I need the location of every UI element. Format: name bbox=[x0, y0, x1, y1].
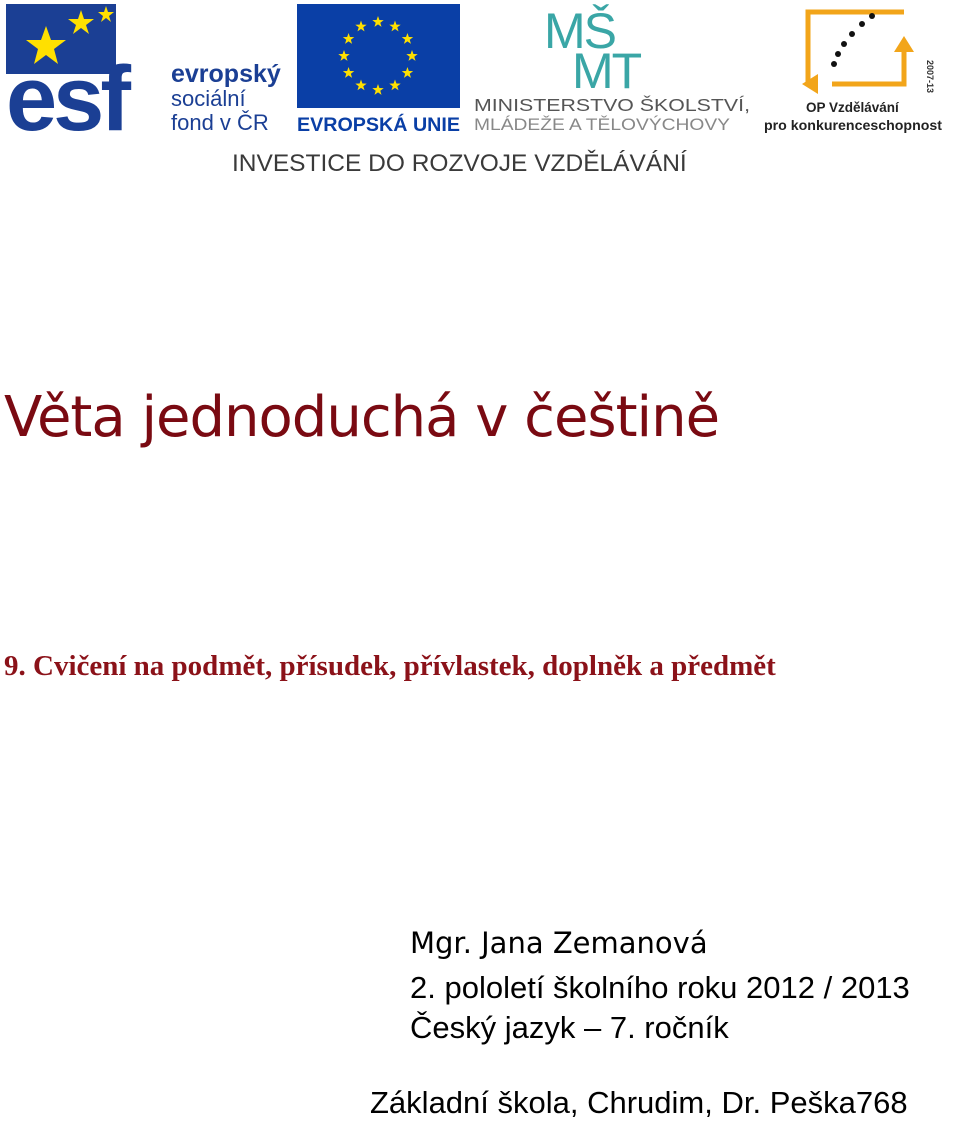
esf-mark: esf bbox=[6, 48, 127, 134]
esf-line3: fond v ČR bbox=[171, 110, 269, 134]
esf-line2: sociální bbox=[171, 86, 246, 111]
subject-line: Český jazyk – 7. ročník bbox=[410, 1010, 729, 1045]
op-logo bbox=[762, 2, 948, 136]
lesson-heading: 9. Cvičení na podmět, přísudek, přívlastek, doplněk a předmět bbox=[4, 650, 776, 682]
op-line1: OP Vzdělávání bbox=[806, 100, 899, 115]
semester-line: 2. pololetí školního roku 2012 / 2013 bbox=[410, 970, 910, 1005]
eu-caption: EVROPSKÁ UNIE bbox=[297, 115, 455, 134]
op-years: 2007-13 bbox=[925, 60, 935, 94]
msmt-logo bbox=[472, 0, 754, 135]
school-line: Základní škola, Chrudim, Dr. Peška768 bbox=[370, 1085, 908, 1120]
msmt-line1: MINISTERSTVO ŠKOLSTVÍ, bbox=[474, 95, 701, 115]
msmt-mark-bottom: MT bbox=[572, 43, 641, 99]
banner-subtitle: INVESTICE DO ROZVOJE VZDĚLÁVÁNÍ bbox=[232, 150, 687, 177]
eu-logo bbox=[297, 4, 460, 134]
msmt-line2: MLÁDEŽE A TĚLOVÝCHOVY bbox=[474, 115, 730, 134]
op-emblem-icon bbox=[802, 12, 914, 94]
msmt-mark-top: MŠ bbox=[544, 3, 615, 59]
page-title: Věta jednoduchá v češtině bbox=[4, 385, 720, 450]
op-line2: pro konkurenceschopnost bbox=[764, 118, 943, 133]
esf-logo bbox=[6, 4, 291, 134]
author-line: Mgr. Jana Zemanová bbox=[410, 926, 708, 960]
esf-line1: evropský bbox=[171, 60, 281, 88]
